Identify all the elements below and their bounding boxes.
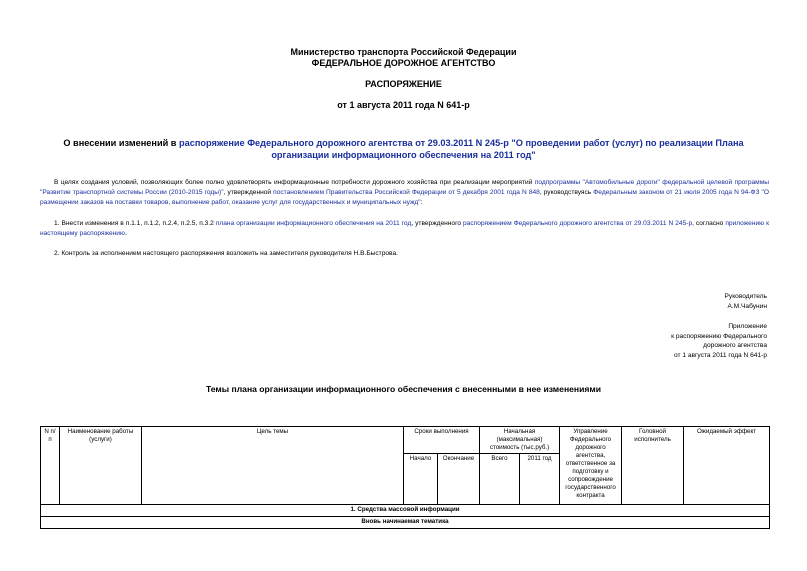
title-link[interactable]: распоряжение Федерального дорожного агентства от 29.03.2011 N 245-р "О проведении работ (услуг) по реализации Плана организации информационного обеспечения на 2011 год" xyxy=(179,138,744,160)
link-federal-law[interactable]: Федеральным законом от 21 июля 2005 года N 94-ФЗ "О размещении заказов на поставки товаров, выполнение работ, оказание услуг для государственных и муниципальных нужд" xyxy=(40,189,769,206)
doc-date: от 1 августа 2011 года N 641-р xyxy=(337,100,470,110)
link-government-decree[interactable]: постановлением Правительства Российской Федерации от 5 декабря 2001 года N 848 xyxy=(273,189,540,196)
table-header-row-1 xyxy=(41,427,770,454)
link-subprogram[interactable]: подпрограммы "Автомобильные дороги" федеральной целевой программы "Развитие транспортной системы России (2010-2015 годы)" xyxy=(40,179,769,196)
link-appendix[interactable]: приложению к настоящему распоряжению xyxy=(40,220,769,237)
link-plan[interactable]: плана организации информационного обеспечения на 2011 год xyxy=(215,220,412,227)
link-order-245[interactable]: распоряжением Федерального дорожного агентства от 29.03.2011 N 245-р xyxy=(463,220,693,227)
ministry-name xyxy=(0,47,807,69)
appendix-line-1: Приложение xyxy=(728,323,767,330)
doc-type: РАСПОРЯЖЕНИЕ xyxy=(365,79,442,89)
item1-text-1: 1. Внести изменения в п.1.1, п.1.2, п.2.4, п.2.5, п.3.2 xyxy=(54,220,216,227)
header-2011: 2011 год xyxy=(520,454,560,505)
table-section-row xyxy=(41,505,770,517)
header-exec: Головной исполнитель xyxy=(622,427,684,505)
table-title: Темы плана организации информационного обеспечения с внесенными в нее изменениями xyxy=(205,384,602,394)
document-title xyxy=(40,137,767,161)
header-cost: Начальная (максимальная) стоимость (тыс.руб.) xyxy=(480,427,560,454)
section-mass-media: 1. Средства массовой информации xyxy=(41,505,770,517)
header-name: Наименование работы (услуги) xyxy=(60,427,142,505)
header-start: Начало xyxy=(404,454,438,505)
subsection-new-topics: Вновь начинаемая тематика xyxy=(41,517,770,529)
header-total: Всего xyxy=(480,454,520,505)
ministry-line: Министерство транспорта Российской Федерации xyxy=(290,47,517,57)
signature-name: А.М.Чабунин xyxy=(727,302,767,310)
header-terms: Сроки выполнения xyxy=(404,427,480,454)
header-effect: Ожидаемый эффект xyxy=(684,427,770,505)
header-end: Окончание xyxy=(438,454,480,505)
item1-text-3: , согласно xyxy=(692,220,726,227)
title-prefix: О внесении изменений в xyxy=(63,138,179,148)
paragraph-item-1 xyxy=(40,219,769,239)
preamble-text-4: : xyxy=(420,199,423,206)
preamble-text-2: , утвержденной xyxy=(223,189,274,196)
paragraph-preamble xyxy=(40,178,769,208)
appendix-line-3: дорожного агентства xyxy=(703,342,767,350)
header-dept: Управление Федерального дорожного агентства, ответственное за подготовку и сопровождение государственного контракта xyxy=(560,427,622,505)
appendix-block xyxy=(671,322,767,360)
preamble-text-1: В целях создания условий, позволяющих более полно удовлетворять информационные потребности дорожного хозяйства при реализации мероприятий xyxy=(54,179,535,186)
paragraph-item-2: 2. Контроль за исполнением настоящего распоряжения возложить на заместителя руководителя Н.В.Быстрова. xyxy=(54,250,398,257)
appendix-line-4: от 1 августа 2011 года N 641-р xyxy=(673,351,767,359)
preamble-text-3: , руководствуясь xyxy=(539,189,594,196)
appendix-line-2: к распоряжению Федерального xyxy=(671,332,767,340)
item1-text-4: . xyxy=(124,230,127,237)
signature-block xyxy=(725,292,767,311)
table-subsection-row xyxy=(41,517,770,529)
plan-table xyxy=(40,426,770,529)
header-num: N п/п xyxy=(41,427,60,505)
signature-position: Руководитель xyxy=(724,293,767,300)
header-goal: Цель темы xyxy=(142,427,404,505)
agency-line: ФЕДЕРАЛЬНОЕ ДОРОЖНОЕ АГЕНТСТВО xyxy=(311,58,496,68)
item1-text-2: , утвержденного xyxy=(411,220,463,227)
